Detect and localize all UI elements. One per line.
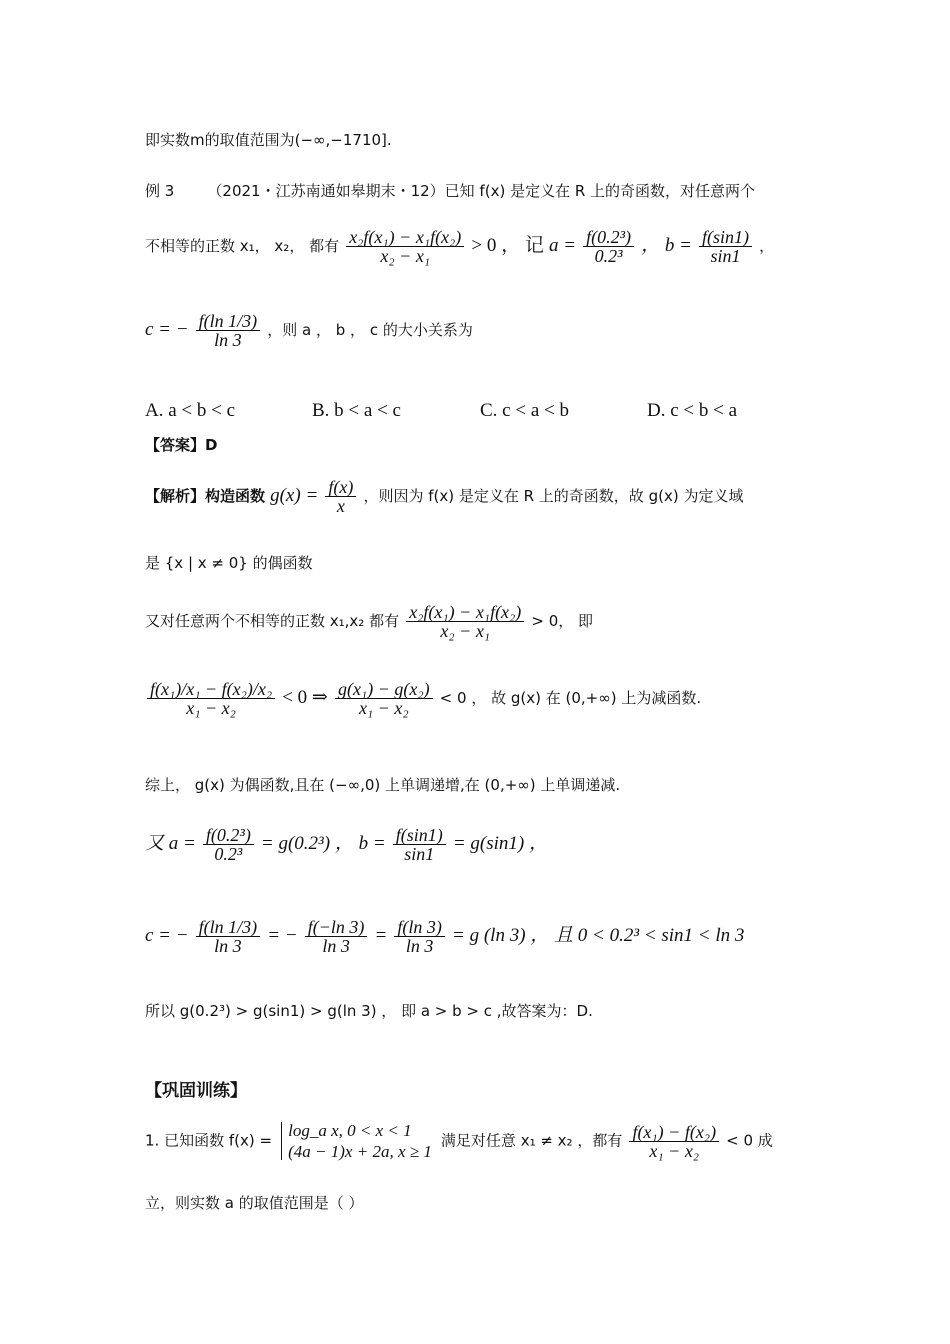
- piecewise-cases: log_a x, 0 < x < 1 (4a − 1)x + 2a, x ≥ 1: [281, 1122, 432, 1160]
- sol-c-fraction-2: $\frac{f(-\ln 3)}{\ln 3}$: [305, 918, 368, 955]
- answer: 【答案】D: [145, 436, 218, 454]
- question-1-line-2: 立，则实数 a 的取值范围是（ ）: [145, 1194, 364, 1212]
- solution-line-1: 【解析】构造函数 g(x) = $\frac{f(x)}{x}$ ，则因为 f(x) 是定义在 R 上的奇函数，故 g(x) 为定义域: [145, 477, 744, 516]
- condition-fraction: $\frac{\text{x₂f(x₁) − x₁f(x₂)}}{\text{x₂ − x₁}}$: [346, 228, 464, 265]
- option-b: B. b < a < c: [312, 400, 401, 421]
- example-condition-line: 不相等的正数 x₁， x₂， 都有 $\frac{\text{x₂f(x₁) − x₁f(x₂)}}{\text{x₂ − x₁}}$ > 0 ， 记 a = $\frac{\text{f(0.2³)}}{\text{0.2³}}$ ， b = $\frac{f(\sin 1)}{\sin 1}$ ，: [145, 227, 775, 266]
- difference-quotient-fraction: $\frac{\text{f(x₁)/x₁ − f(x₂)/x₂}}{\text{x₁ − x₂}}$: [147, 680, 275, 717]
- b-fraction: $\frac{f(\sin 1)}{\sin 1}$: [699, 228, 752, 265]
- example-3-header: [145, 183, 755, 199]
- example-label: 例 3: [145, 182, 175, 200]
- c-fraction: $\frac{f(\ln 1/3)}{\ln 3}$: [196, 312, 261, 349]
- solution-line-6: 又 a = $\frac{\text{f(0.2³)}}{\text{0.2³}}$ = g(0.2³) ， b = $\frac{f(\sin 1)}{\sin 1}$ = g(sin1) ，: [145, 825, 548, 864]
- solution-line-4: $\frac{\text{f(x₁)/x₁ − f(x₂)/x₂}}{\text{x₁ − x₂}}$ < 0 ⇒ $\frac{\text{g(x₁) − g(x₂)}}{\text{x₁ − x₂}}$ < 0 ， 故 g(x) 在 (0,+∞) 上为减函数.: [145, 680, 701, 717]
- example-c-definition: c = − $\frac{f(\ln 1/3)}{\ln 3}$ ，则 a ， b ， c 的大小关系为: [145, 311, 473, 350]
- solution-line-5: 综上， g(x) 为偶函数,且在 (−∞,0) 上单调递增,在 (0,+∞) 上单调递减.: [145, 776, 621, 794]
- sol-c-fraction-1: $\frac{f(\ln 1/3)}{\ln 3}$: [196, 918, 261, 955]
- solution-line-2: 是 {x | x ≠ 0} 的偶函数: [145, 554, 313, 572]
- sol-b-fraction: $\frac{f(\sin 1)}{\sin 1}$: [393, 826, 446, 863]
- q1-fraction: $\frac{\text{f(x₁) − f(x₂)}}{\text{x₁ − x₂}}$: [629, 1123, 719, 1160]
- section-title: 【巩固训练】: [145, 1081, 247, 1101]
- sol-c-fraction-3: $\frac{f(\ln 3)}{\ln 3}$: [394, 918, 445, 955]
- question-1-line-1: 1. 已知函数 f(x) = log_a x, 0 < x < 1 (4a − 1)x + 2a, x ≥ 1 满足对任意 x₁ ≠ x₂ ，都有 $\frac{\text{f(x₁) − f(x₂)}}{\text{x₁ − x₂}}$ < 0 成: [145, 1121, 773, 1161]
- solution-line-7: c = − $\frac{f(\ln 1/3)}{\ln 3}$ = − $\frac{f(-\ln 3)}{\ln 3}$ = $\frac{f(\ln 3)}{\ln 3}$ = g (ln 3) ， 且 0 < 0.2³ < sin1 < ln 3: [145, 917, 745, 956]
- sol-a-fraction: $\frac{\text{f(0.2³)}}{\text{0.2³}}$: [203, 826, 254, 863]
- a-fraction: $\frac{\text{f(0.2³)}}{\text{0.2³}}$: [583, 228, 634, 265]
- sol-condition-fraction: $\frac{\text{x₂f(x₁) − x₁f(x₂)}}{\text{x₂ − x₁}}$: [406, 603, 524, 640]
- prev-conclusion: 即实数m的取值范围为(−∞,−1710].: [145, 131, 392, 149]
- example-source: （2021・江苏南通如皋期末・12）已知 f(x) 是定义在 R 上的奇函数，对任意两个: [207, 182, 756, 200]
- option-d: D. c < b < a: [647, 400, 738, 421]
- solution-line-3: 又对任意两个不相等的正数 x₁,x₂ 都有 $\frac{\text{x₂f(x₁) − x₁f(x₂)}}{\text{x₂ − x₁}}$ > 0， 即: [145, 602, 594, 641]
- g-difference-fraction: $\frac{\text{g(x₁) − g(x₂)}}{\text{x₁ − x₂}}$: [335, 680, 433, 717]
- g-definition-fraction: $\frac{f(x)}{x}$: [325, 478, 356, 515]
- solution-conclusion: 所以 g(0.2³) > g(sin1) > g(ln 3) ， 即 a > b > c ,故答案为：D.: [145, 1002, 593, 1020]
- option-c: C. c < a < b: [480, 400, 569, 421]
- option-a: A. a < b < c: [145, 400, 236, 421]
